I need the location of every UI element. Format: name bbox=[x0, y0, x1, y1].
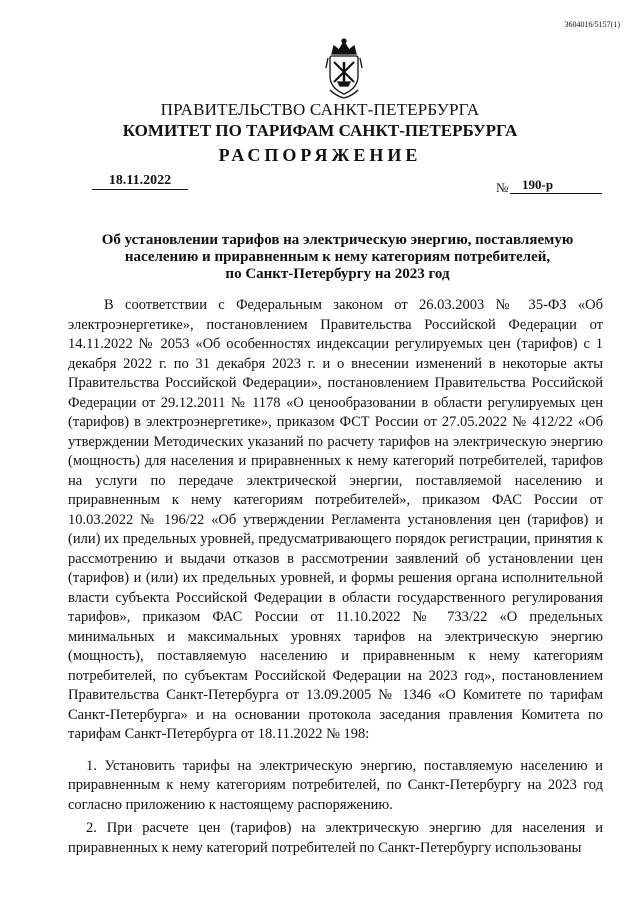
committee-name: КОМИТЕТ ПО ТАРИФАМ САНКТ-ПЕТЕРБУРГА bbox=[122, 121, 518, 140]
order-item: 1. Установить тарифы на электрическую энергию, поставляемую населению и приравненным к нему категориям потребителей, по Санкт-Петербургу на 2023 год согласно приложению к настоящему распоряжению. bbox=[68, 757, 603, 813]
document-title bbox=[70, 232, 605, 283]
title-line: Об установлении тарифов на электрическую энергию, поставляемую bbox=[101, 232, 574, 248]
title-line: по Санкт-Петербургу на 2023 год bbox=[225, 266, 450, 282]
number-label: № bbox=[496, 180, 509, 195]
coat-of-arms-emblem bbox=[322, 38, 366, 102]
document-number: 190-р bbox=[510, 177, 602, 194]
document-date: 18.11.2022 bbox=[92, 173, 188, 190]
order-item: 2. При расчете цен (тарифов) на электрическую энергию для населения и приравненных к нему категорий потребителей по Санкт-Петербургу использованы bbox=[68, 820, 603, 856]
government-name: ПРАВИТЕЛЬСТВО САНКТ-ПЕТЕРБУРГА bbox=[160, 100, 480, 119]
document-body bbox=[68, 296, 603, 858]
document-reference-code: 3604016/5157(1) bbox=[564, 20, 620, 29]
title-line: населению и приравненным к нему категориям потребителей, bbox=[124, 249, 551, 265]
document-type-heading: РАСПОРЯЖЕНИЕ bbox=[218, 145, 422, 165]
preamble-paragraph: В соответствии с Федеральным законом от 26.03.2003 № 35-ФЗ «Об электроэнергетике», постановлением Правительства Российской Федерации от 14.11.2022 № 2053 «Об особенностях индексации регулируемых цен (тарифов) с 1 декабря 2022 г. по 31 декабря 2023 г. и о внесении изменений в некоторые акты Правительства Российской Федерации», постановлением Правительства Российской Федерации от 29.12.2011 № 1178 «О ценообразовании в области регулируемых цен (тарифов) в электроэнергетике», приказом ФСТ России от 27.05.2022 № 412/22 «Об утверждении Методических указаний по расчету тарифов на электрическую энергию (мощность) для населения и приравненных к нему категорий потребителей, тарифов на услуги по передаче электрической энергии, поставляемой населению и приравненным к нему категориям потребителей», приказом ФАС России от 10.03.2022 № 196/22 «Об утверждении Регламента установления цен (тарифов) и (или) их предельных уровней, предусматривающего порядок регистрации, принятия к рассмотрению и выдачи отказов в рассмотрении заявлений об установлении цен (тарифов) и (или) их предельных уровней, и формы решения органа исполнительной власти субъекта Российской Федерации в области государственного регулирования тарифов», приказом ФАС России от 11.10.2022 № 733/22 «О предельных минимальных и максимальных уровнях тарифов на электрическую энергию (мощность), поставляемую населению и приравненным к нему категориям потребителей, по субъектам Российской Федерации на 2023 год», постановлением Правительства Санкт-Петербурга от 13.09.2005 № 1346 «О Комитете по тарифам Санкт-Петербурга» и на основании протокола заседания правления Комитета по тарифам Санкт-Петербурга от 18.11.2022 № 198: bbox=[68, 297, 603, 742]
